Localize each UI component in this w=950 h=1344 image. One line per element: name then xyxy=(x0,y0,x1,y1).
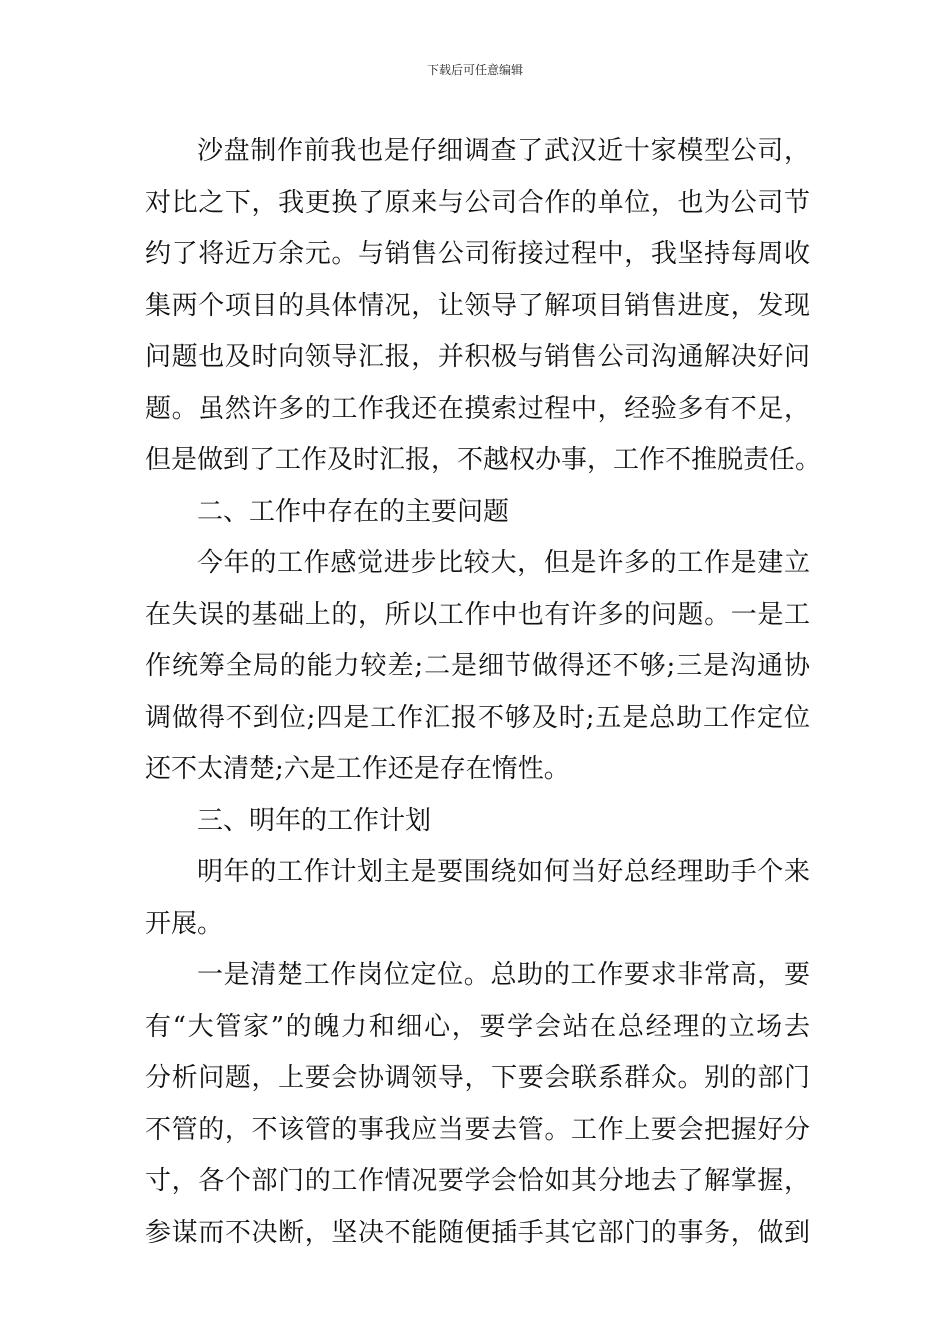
text-line: 但是做到了工作及时汇报，不越权办事，工作不推脱责任。 xyxy=(145,445,822,475)
text-line: 还不太清楚;六是工作还是存在惰性。 xyxy=(145,754,570,784)
text-line: 调做得不到位;四是工作汇报不够及时;五是总助工作定位 xyxy=(145,702,810,733)
text-line: 沙盘制作前我也是仔细调查了武汉近十家模型公司， xyxy=(197,136,810,166)
text-line: 今年的工作感觉进步比较大，但是许多的工作是建立 xyxy=(197,548,810,578)
text-line: 问题也及时向领导汇报，并积极与销售公司沟通解决好问 xyxy=(145,342,810,372)
text-line: 在失误的基础上的，所以工作中也有许多的问题。一是工 xyxy=(145,599,810,630)
text-line: 三、明年的工作计划 xyxy=(197,805,432,836)
text-line: 约了将近万余元。与销售公司衔接过程中，我坚持每周收 xyxy=(145,239,810,269)
text-line: 参谋而不决断，坚决不能随便插手其它部门的事务，做到 xyxy=(145,1217,810,1248)
text-line: 对比之下，我更换了原来与公司合作的单位，也为公司节 xyxy=(145,187,810,218)
text-line: 不管的，不该管的事我应当要去管。工作上要会把握好分 xyxy=(145,1114,810,1145)
text-line: 作统筹全局的能力较差;二是细节做得还不够;三是沟通协 xyxy=(145,651,810,681)
text-line: 寸，各个部门的工作情况要学会恰如其分地去了解掌握， xyxy=(145,1166,810,1196)
page-header: 下载后可任意编辑 xyxy=(426,63,523,77)
text-line: 一是清楚工作岗位定位。总助的工作要求非常高，要 xyxy=(197,960,810,990)
text-line: 集两个项目的具体情况，让领导了解项目销售进度，发现 xyxy=(145,290,810,321)
text-line: 分析问题，上要会协调领导，下要会联系群众。别的部门 xyxy=(145,1063,810,1093)
text-line: 有“大管家”的魄力和细心，要学会站在总经理的立场去 xyxy=(145,1011,810,1042)
text-line: 开展。 xyxy=(145,908,224,939)
text-line: 二、工作中存在的主要问题 xyxy=(197,496,510,527)
document-body xyxy=(145,126,822,1259)
text-line: 明年的工作计划主是要围绕如何当好总经理助手个来 xyxy=(197,857,810,887)
text-line: 题。虽然许多的工作我还在摸索过程中，经验多有不足， xyxy=(145,393,810,424)
